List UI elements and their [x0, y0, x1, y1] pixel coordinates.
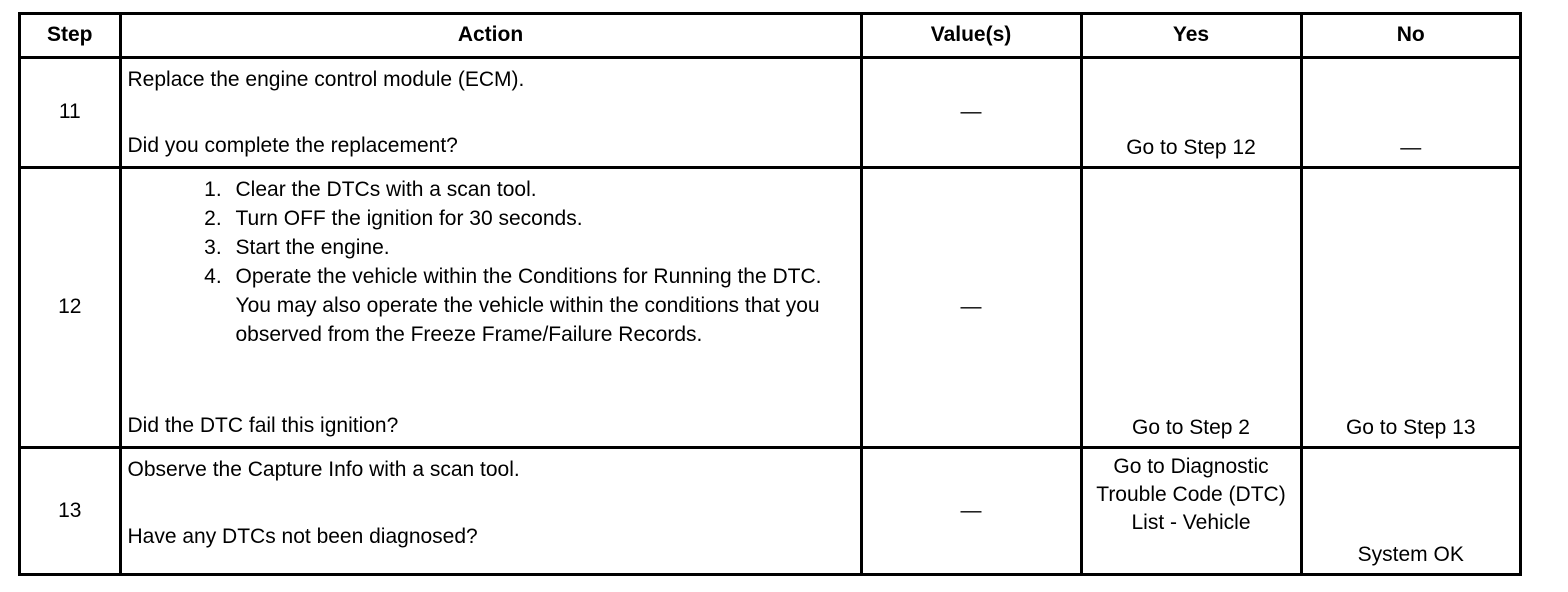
list-item: 4. Operate the vehicle within the Conditions for Running the DTC. You may also operate the vehicle within the conditions that you observed from the Freeze Frame/Failure Records.	[228, 262, 854, 349]
header-values: Value(s)	[861, 15, 1081, 57]
step-number: 13	[21, 447, 120, 573]
header-row	[21, 15, 1519, 57]
yes-cell: Go to Step 2	[1081, 167, 1301, 447]
no-cell: Go to Step 13	[1301, 167, 1519, 447]
step-number: 11	[21, 57, 120, 167]
action-cell	[120, 447, 861, 573]
header-action: Action	[120, 15, 861, 57]
yes-cell: Go to Diagnostic Trouble Code (DTC) List - Vehicle	[1081, 447, 1301, 573]
list-item: 1. Clear the DTCs with a scan tool.	[228, 175, 854, 204]
value-cell: —	[861, 167, 1081, 447]
action-cell	[120, 57, 861, 167]
value-cell: —	[861, 447, 1081, 573]
list-item: 3. Start the engine.	[228, 233, 854, 262]
diagnostic-table-frame	[18, 12, 1522, 576]
action-instruction: Replace the engine control module (ECM).	[127, 67, 525, 91]
header-no: No	[1301, 15, 1519, 57]
step-number: 12	[21, 167, 120, 447]
yes-cell: Go to Step 12	[1081, 57, 1301, 167]
action-question: Did the DTC fail this ignition?	[127, 413, 399, 437]
diagnostic-table	[21, 15, 1519, 573]
action-instruction: Observe the Capture Info with a scan tool.	[127, 457, 520, 481]
no-cell: System OK	[1301, 447, 1519, 573]
header-step: Step	[21, 15, 120, 57]
no-cell: —	[1301, 57, 1519, 167]
header-yes: Yes	[1081, 15, 1301, 57]
action-steps-list	[128, 175, 854, 349]
action-question: Did you complete the replacement?	[127, 133, 458, 157]
table-row	[21, 447, 1519, 573]
action-cell	[120, 167, 861, 447]
value-cell: —	[861, 57, 1081, 167]
action-question: Have any DTCs not been diagnosed?	[127, 524, 478, 548]
table-row	[21, 167, 1519, 447]
table-row	[21, 57, 1519, 167]
list-item: 2. Turn OFF the ignition for 30 seconds.	[228, 204, 854, 233]
